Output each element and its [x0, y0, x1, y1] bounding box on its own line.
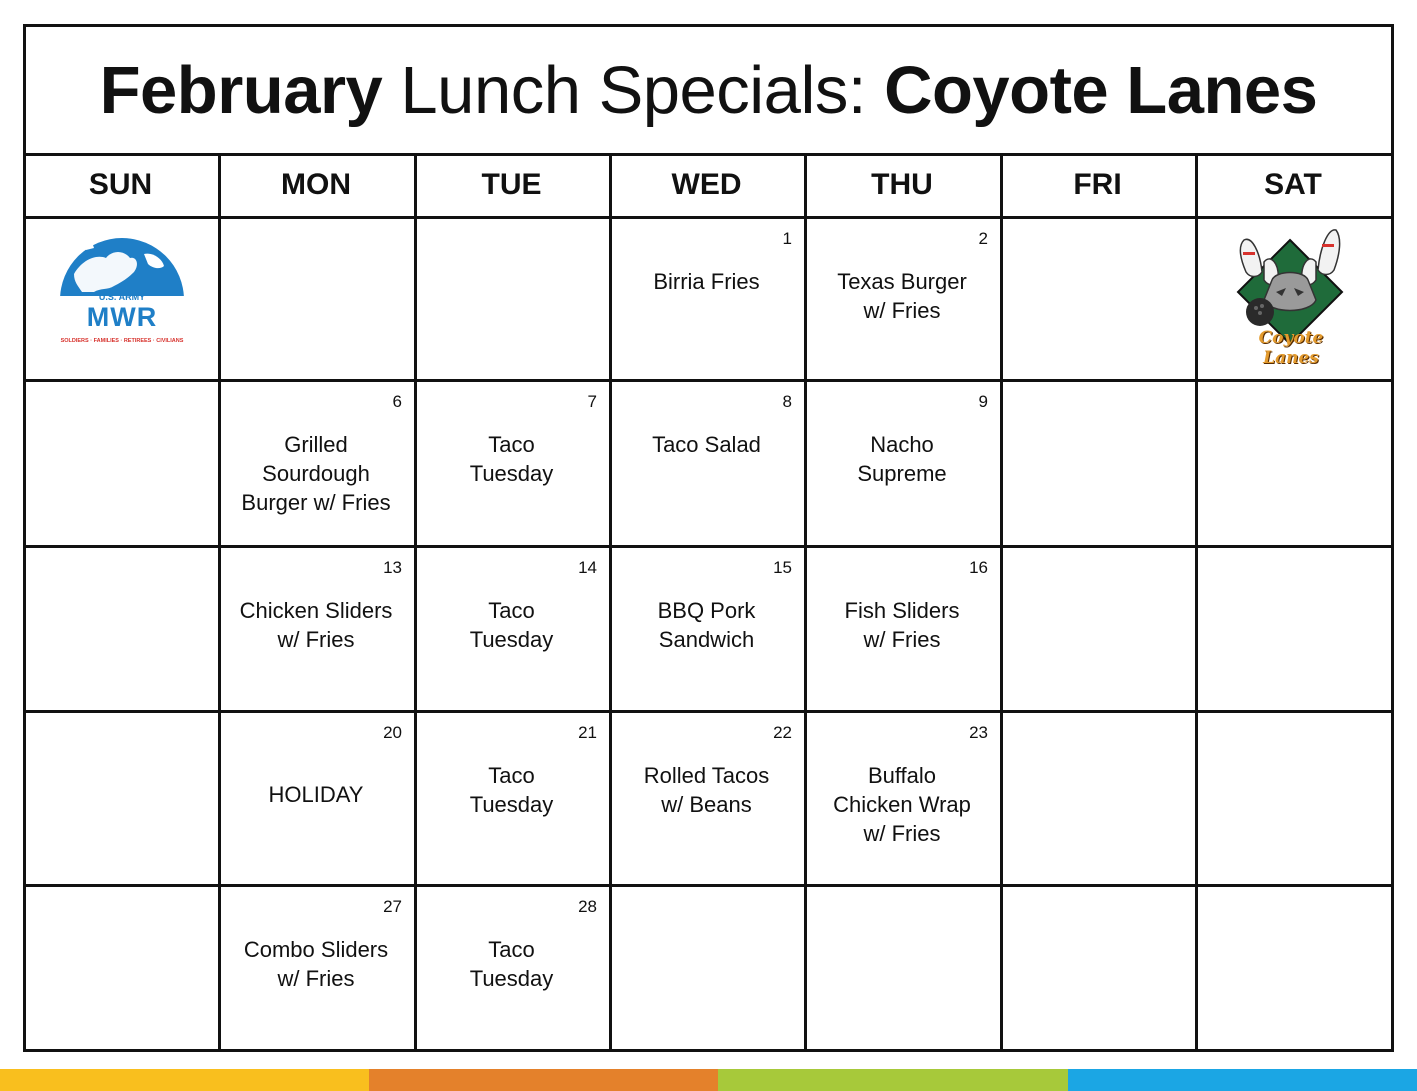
grid-col-divider	[1000, 153, 1003, 1052]
date-number: 13	[383, 558, 402, 577]
footer-stripe-orange	[369, 1069, 718, 1091]
date-number: 28	[578, 897, 597, 916]
day-header-wed: WED	[671, 167, 742, 201]
date-number: 2	[978, 229, 988, 248]
menu-item: Combo Sliders w/ Fries	[243, 937, 389, 991]
menu-item: Grilled Sourdough Burger w/ Fries	[241, 432, 391, 515]
menu-item: Nacho Supreme	[857, 432, 947, 486]
day-header-thu: THU	[871, 167, 933, 201]
menu-item: Taco Tuesday	[469, 598, 554, 652]
footer-stripe-blue	[1068, 1069, 1417, 1091]
menu-item: Texas Burger w/ Fries	[837, 269, 967, 323]
menu-item: Buffalo Chicken Wrap w/ Fries	[833, 763, 971, 846]
grid-col-divider	[1195, 153, 1198, 1052]
menu-item: BBQ Pork Sandwich	[657, 598, 756, 652]
menu-item: HOLIDAY	[268, 782, 364, 807]
menu-item: Birria Fries	[653, 269, 760, 294]
menu-item: Chicken Sliders w/ Fries	[239, 598, 393, 652]
date-number: 16	[969, 558, 988, 577]
title-month: February	[99, 52, 383, 128]
footer-stripe-green	[718, 1069, 1068, 1091]
grid-row-divider	[23, 545, 1394, 548]
date-number: 23	[969, 723, 988, 742]
page-title	[26, 27, 1391, 153]
menu-item: Taco Salad	[652, 432, 761, 457]
date-number: 21	[578, 723, 597, 742]
day-header-tue: TUE	[481, 167, 542, 201]
day-header-fri: FRI	[1073, 167, 1122, 201]
grid-row-divider	[23, 379, 1394, 382]
date-number: 27	[383, 897, 402, 916]
mwr-top-text: U.S. ARMY	[98, 292, 146, 302]
date-number: 15	[773, 558, 792, 577]
grid-row-divider	[23, 216, 1394, 219]
date-number: 6	[392, 392, 402, 411]
menu-item: Taco Tuesday	[469, 763, 554, 817]
date-number: 8	[782, 392, 792, 411]
menu-item: Fish Sliders w/ Fries	[844, 598, 960, 652]
date-number: 1	[782, 229, 792, 248]
coyote-logo-text: Coyote Lanes	[1258, 328, 1324, 368]
day-header-sun: SUN	[88, 167, 153, 201]
date-number: 22	[773, 723, 792, 742]
grid-row-divider	[23, 884, 1394, 887]
title-venue: Coyote Lanes	[884, 52, 1318, 128]
date-number: 20	[383, 723, 402, 742]
day-header-mon: MON	[281, 167, 351, 201]
mwr-ring-text: SOLDIERS · FAMILIES · RETIREES · CIVILIANS	[60, 338, 184, 344]
title-middle: Lunch Specials:	[400, 52, 866, 128]
footer-stripe-yellow	[0, 1069, 369, 1091]
date-number: 9	[978, 392, 988, 411]
menu-item: Taco Tuesday	[469, 432, 554, 486]
menu-item: Taco Tuesday	[469, 937, 554, 991]
mwr-main-text: MWR	[86, 302, 158, 332]
date-number: 14	[578, 558, 597, 577]
grid-row-divider	[23, 710, 1394, 713]
day-header-sat: SAT	[1264, 167, 1322, 201]
mwr-logo	[52, 230, 192, 370]
date-number: 7	[587, 392, 597, 411]
coyote-lanes-logo	[1230, 222, 1350, 367]
menu-item: Rolled Tacos w/ Beans	[643, 763, 770, 817]
